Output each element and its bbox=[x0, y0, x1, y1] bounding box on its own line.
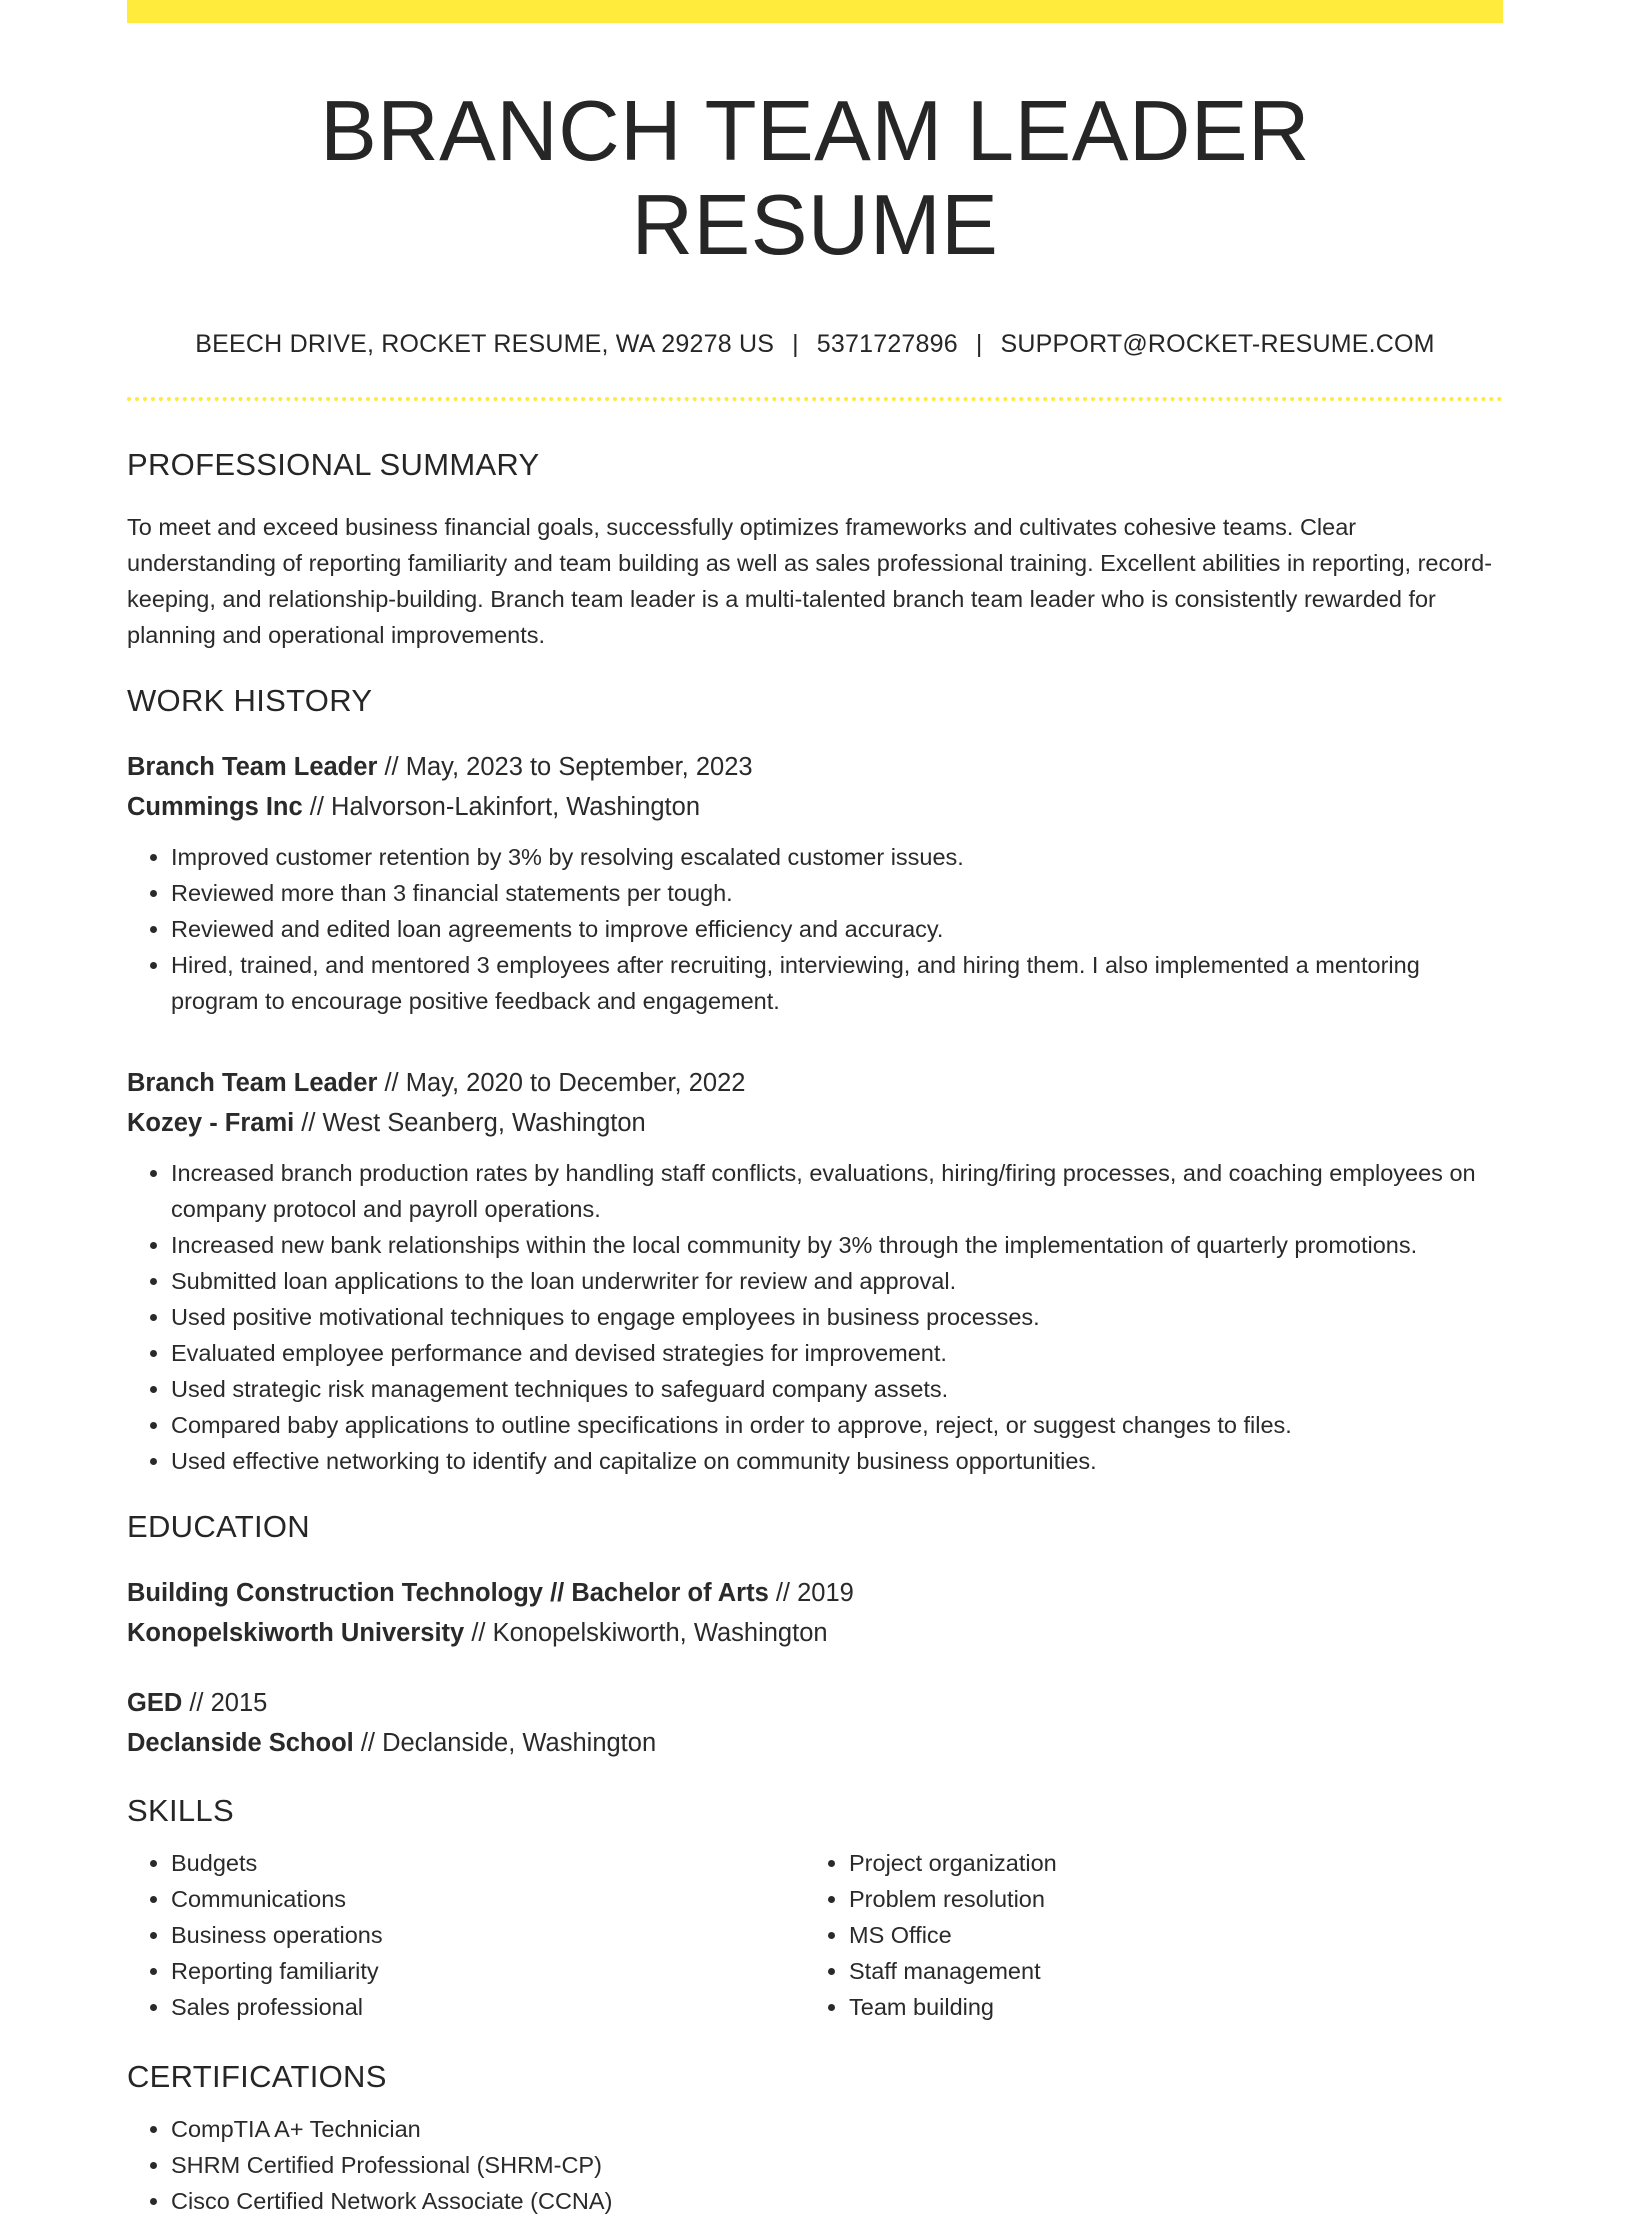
education-school: Konopelskiworth University bbox=[127, 1619, 465, 1647]
resume-title: BRANCH TEAM LEADER RESUME bbox=[320, 84, 1310, 273]
education-degree-line bbox=[127, 1573, 1503, 1613]
certification-item: • SHRM Certified Professional (SHRM-CP) bbox=[171, 2147, 1503, 2183]
skill-item: • Project organization bbox=[849, 1845, 1483, 1881]
job-location: // Halvorson-Lakinfort, Washington bbox=[302, 793, 701, 821]
education-school: Declanside School bbox=[127, 1729, 354, 1757]
job-company-line bbox=[127, 787, 1503, 827]
contact-line bbox=[127, 330, 1503, 359]
education-school-line bbox=[127, 1723, 1503, 1763]
education-degree: GED bbox=[127, 1689, 183, 1717]
job-bullet: • Improved customer retention by 3% by resolving escalated customer issues. bbox=[171, 839, 1503, 875]
certifications-list bbox=[127, 2111, 1503, 2219]
job-bullets bbox=[127, 839, 1503, 1019]
job-bullet: • Hired, trained, and mentored 3 employees after recruiting, interviewing, and hiring them. I also implemented a mentoring program to encourage positive feedback and engagement. bbox=[171, 947, 1503, 1019]
contact-address: BEECH DRIVE, ROCKET RESUME, WA 29278 US bbox=[195, 330, 775, 358]
resume-page bbox=[127, 0, 1503, 2219]
job-dates: // May, 2023 to September, 2023 bbox=[377, 753, 753, 781]
job-role: Branch Team Leader bbox=[127, 753, 378, 781]
education-degree: Building Construction Technology // Bachelor of Arts bbox=[127, 1579, 769, 1607]
job-bullet: • Reviewed and edited loan agreements to improve efficiency and accuracy. bbox=[171, 911, 1503, 947]
education-degree-line bbox=[127, 1683, 1503, 1723]
certification-item: • CompTIA A+ Technician bbox=[171, 2111, 1503, 2147]
section-title-certifications: CERTIFICATIONS bbox=[127, 2059, 387, 2094]
job-role: Branch Team Leader bbox=[127, 1069, 378, 1097]
section-title-education: EDUCATION bbox=[127, 1509, 310, 1544]
job-company: Kozey - Frami bbox=[127, 1109, 295, 1137]
skill-item: • Staff management bbox=[849, 1953, 1483, 1989]
job-bullet: • Increased new bank relationships within the local community by 3% through the implementation of quarterly promotions. bbox=[171, 1227, 1503, 1263]
summary-text: To meet and exceed business financial goals, successfully optimizes frameworks and cultivates cohesive teams. Clear understanding of reporting familiarity and team building as well as sales professional training. Excellent abilities in reporting, record-keeping, and relationship-building. Branch team leader is a multi-talented branch team leader who is consistently rewarded for planning and operational improvements. bbox=[127, 514, 1493, 648]
job-role-line bbox=[127, 747, 1503, 787]
education-location: // Declanside, Washington bbox=[353, 1729, 657, 1757]
skills-list-left bbox=[127, 1845, 805, 2025]
accent-top-bar bbox=[127, 0, 1503, 23]
education-entry bbox=[127, 1573, 1503, 1653]
skills-columns bbox=[127, 1845, 1503, 2025]
education-year: // 2019 bbox=[768, 1579, 854, 1607]
section-title-summary: PROFESSIONAL SUMMARY bbox=[127, 447, 540, 482]
job-entry bbox=[127, 747, 1503, 1019]
contact-separator: | bbox=[792, 330, 799, 358]
job-location: // West Seanberg, Washington bbox=[294, 1109, 646, 1137]
skill-item: • MS Office bbox=[849, 1917, 1483, 1953]
skill-item: • Reporting familiarity bbox=[171, 1953, 805, 1989]
job-company: Cummings Inc bbox=[127, 793, 303, 821]
job-bullets bbox=[127, 1155, 1503, 1479]
job-bullet: • Increased branch production rates by handling staff conflicts, evaluations, hiring/firing processes, and coaching employees on company protocol and payroll operations. bbox=[171, 1155, 1503, 1227]
job-bullet: • Used effective networking to identify and capitalize on community business opportunities. bbox=[171, 1443, 1503, 1479]
job-bullet: • Compared baby applications to outline specifications in order to approve, reject, or suggest changes to files. bbox=[171, 1407, 1503, 1443]
job-bullet: • Used positive motivational techniques to engage employees in business processes. bbox=[171, 1299, 1503, 1335]
skill-item: • Business operations bbox=[171, 1917, 805, 1953]
education-year: // 2015 bbox=[182, 1689, 268, 1717]
job-bullet: • Reviewed more than 3 financial statements per tough. bbox=[171, 875, 1503, 911]
job-entry bbox=[127, 1063, 1503, 1479]
job-bullet: • Used strategic risk management techniques to safeguard company assets. bbox=[171, 1371, 1503, 1407]
skills-list-right bbox=[805, 1845, 1483, 2025]
education-location: // Konopelskiworth, Washington bbox=[464, 1619, 828, 1647]
section-title-skills: SKILLS bbox=[127, 1793, 234, 1828]
certification-item: • Cisco Certified Network Associate (CCNA) bbox=[171, 2183, 1503, 2219]
skill-item: • Problem resolution bbox=[849, 1881, 1483, 1917]
contact-separator: | bbox=[975, 330, 983, 358]
education-school-line bbox=[127, 1613, 1503, 1653]
job-dates: // May, 2020 to December, 2022 bbox=[377, 1069, 746, 1097]
skill-item: • Team building bbox=[849, 1989, 1483, 2025]
contact-phone: 5371727896 bbox=[816, 330, 958, 358]
skill-item: • Budgets bbox=[171, 1845, 805, 1881]
contact-email: SUPPORT@ROCKET-RESUME.COM bbox=[1000, 330, 1435, 358]
dotted-divider bbox=[127, 397, 1503, 401]
education-entry bbox=[127, 1683, 1503, 1763]
job-bullet: • Submitted loan applications to the loan underwriter for review and approval. bbox=[171, 1263, 1503, 1299]
skill-item: • Communications bbox=[171, 1881, 805, 1917]
skill-item: • Sales professional bbox=[171, 1989, 805, 2025]
job-bullet: • Evaluated employee performance and devised strategies for improvement. bbox=[171, 1335, 1503, 1371]
job-role-line bbox=[127, 1063, 1503, 1103]
section-title-work-history: WORK HISTORY bbox=[127, 683, 373, 718]
job-company-line bbox=[127, 1103, 1503, 1143]
